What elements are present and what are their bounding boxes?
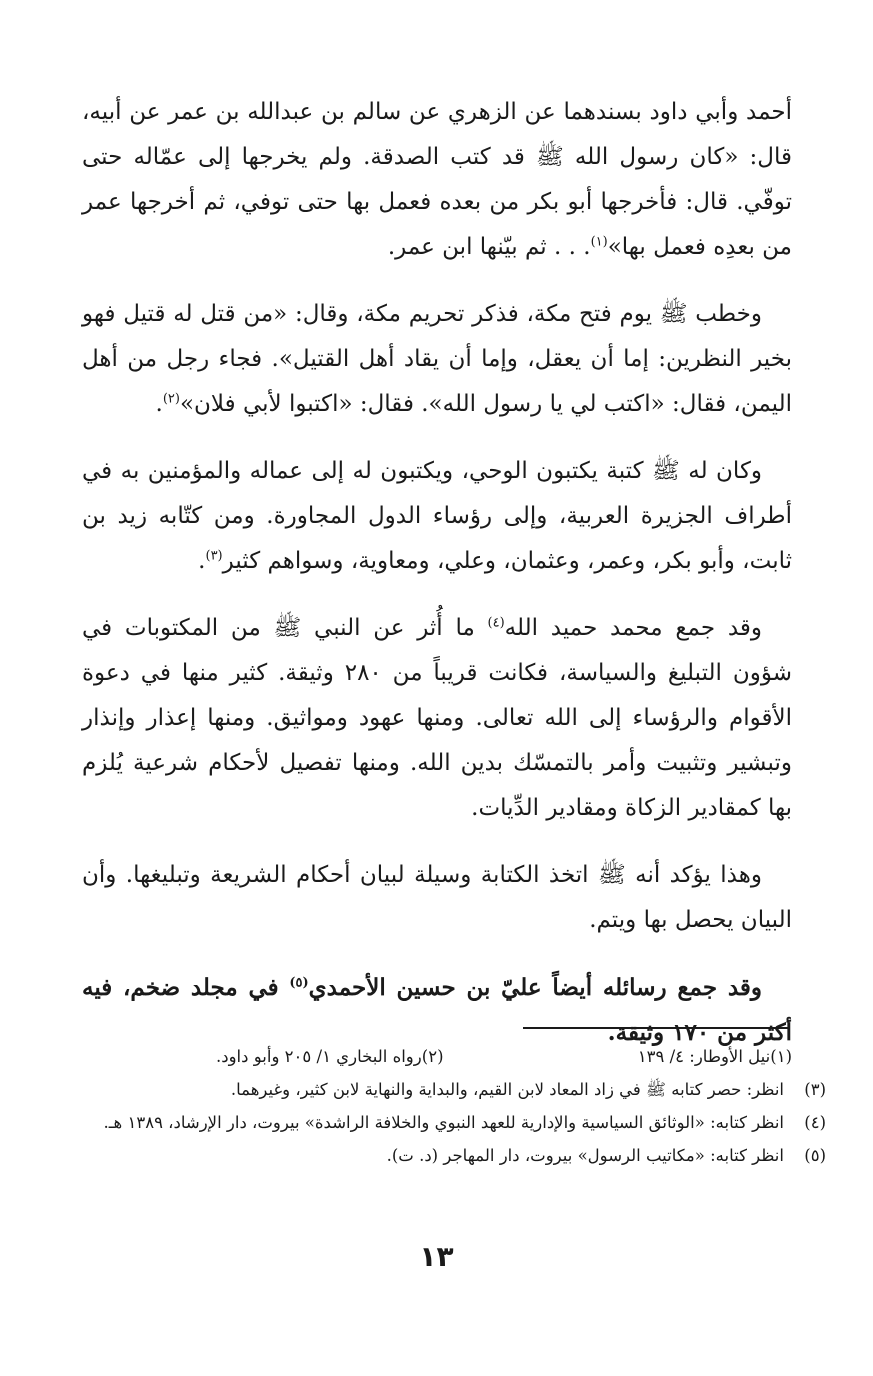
footnote-1-number: (١) bbox=[770, 1047, 792, 1066]
footnote-5: (٥)انظر كتابه: «مكاتيب الرسول» بيروت، دار المهاجر (د. ت). bbox=[386, 1146, 826, 1165]
paragraph-6-text: وقد جمع رسائله أيضاً عليّ بن حسين الأحمدي bbox=[308, 974, 762, 1001]
paragraph-5 bbox=[82, 853, 792, 943]
paragraph-2-text: وخطب ﷺ يوم فتح مكة، فذكر تحريم مكة، وقال: «من قتل له قتيل فهو بخير النظرين: إما أن يعقل، وإما أن يقاد أهل القتيل». فجاء رجل من أهل اليمن، فقال: «اكتب لي يا رسول الله». فقال: «اكتبوا لأبي فلان» bbox=[82, 301, 792, 417]
paragraph-1 bbox=[82, 90, 792, 270]
paragraph-6-tail: في مجلد ضخم، فيه أكثر من ١٧٠ وثيقة. bbox=[82, 974, 792, 1046]
page-number: ١٣ bbox=[419, 1240, 454, 1273]
footnote-4-text: انظر كتابه: «الوثائق السياسية والإدارية للعهد النبوي والخلافة الراشدة» بيروت، دار الإرشاد، ١٣٨٩ هـ. bbox=[103, 1113, 784, 1132]
paragraph-2 bbox=[82, 292, 792, 427]
footnote-4: (٤)انظر كتابه: «الوثائق السياسية والإدارية للعهد النبوي والخلافة الراشدة» بيروت، دار الإرشاد، ١٣٨٩ هـ. bbox=[103, 1113, 826, 1132]
paragraph-4-text: وقد جمع محمد حميد الله bbox=[504, 615, 762, 641]
paragraph-1-text: أحمد وأبي داود بسندهما عن الزهري عن سالم بن عبدالله بن عمر عن أبيه، قال: «كان رسول الله ﷺ قد كتب الصدقة. ولم يخرجها إلى عمّاله حتى توفّي. قال: فأخرجها أبو بكر من بعده فعمل بها حتى توفي، ثم أخرجها عمر من بعدِه فعمل بها» bbox=[82, 99, 792, 260]
paragraph-4-tail: ما أُثر عن النبي ﷺ من المكتوبات في شؤون التبليغ والسياسة، فكانت قريباً من ٢٨٠ وثيقة. كثير منها في دعوة الأقوام والرؤساء إلى الله تعالى. ومنها عهود ومواثيق. ومنها إعذار وإنذار وتبشير وتثبيت وأمر بالتمسّك بدين الله. ومنها تفصيل لأحكام شرعية يُلزم بها كمقادير الزكاة ومقادير الدِّيات. bbox=[82, 615, 792, 821]
footnote-2 bbox=[95, 1040, 444, 1073]
paragraph-3 bbox=[82, 449, 792, 584]
footnote-2-text: رواه البخاري ١/ ٢٠٥ وأبو داود. bbox=[216, 1047, 422, 1066]
footnote-5-text: انظر كتابه: «مكاتيب الرسول» بيروت، دار المهاجر (د. ت). bbox=[386, 1146, 784, 1165]
footnote-3: (٣)انظر: حصر كتابه ﷺ في زاد المعاد لابن القيم، والبداية والنهاية لابن كثير، وغيرهما. bbox=[230, 1080, 826, 1099]
footnote-1 bbox=[444, 1040, 793, 1073]
footnote-ref-5: (٥) bbox=[289, 975, 309, 991]
paragraph-3-text: وكان له ﷺ كتبة يكتبون الوحي، ويكتبون له إلى عماله والمؤمنين به في أطراف الجزيرة العربية، وإلى رؤساء الدول المجاورة. ومن كتّابه زيد بن ثابت، وأبو بكر، وعمر، وعثمان، وعلي، ومعاوية، وسواهم كثير bbox=[82, 458, 792, 574]
footnote-ref-3: (٣) bbox=[205, 548, 223, 564]
footnotes bbox=[95, 1040, 826, 1172]
paragraph-1-tail: . . . ثم بيّنها ابن عمر. bbox=[387, 234, 591, 260]
footnote-ref-2: (٢) bbox=[162, 391, 180, 407]
paragraph-2-tail: . bbox=[155, 391, 163, 417]
main-text bbox=[82, 90, 792, 1055]
footnote-1-text: نيل الأوطار: ٤/ ١٣٩ bbox=[637, 1047, 771, 1066]
footnote-2-number: (٢) bbox=[421, 1047, 444, 1066]
paragraph-4 bbox=[82, 606, 792, 831]
paragraph-3-tail: . bbox=[198, 548, 206, 574]
paragraph-5-text: وهذا يؤكد أنه ﷺ اتخذ الكتابة وسيلة لبيان أحكام الشريعة وتبليغها. وأن البيان يحصل بها ويتم. bbox=[82, 862, 792, 933]
footnote-3-text: انظر: حصر كتابه ﷺ في زاد المعاد لابن القيم، والبداية والنهاية لابن كثير، وغيرهما. bbox=[230, 1080, 784, 1099]
footnote-divider bbox=[523, 1027, 788, 1029]
footnote-ref-1: (١) bbox=[590, 234, 608, 250]
footnote-ref-4: (٤) bbox=[487, 615, 505, 631]
footnote-row-1-2 bbox=[95, 1040, 792, 1073]
